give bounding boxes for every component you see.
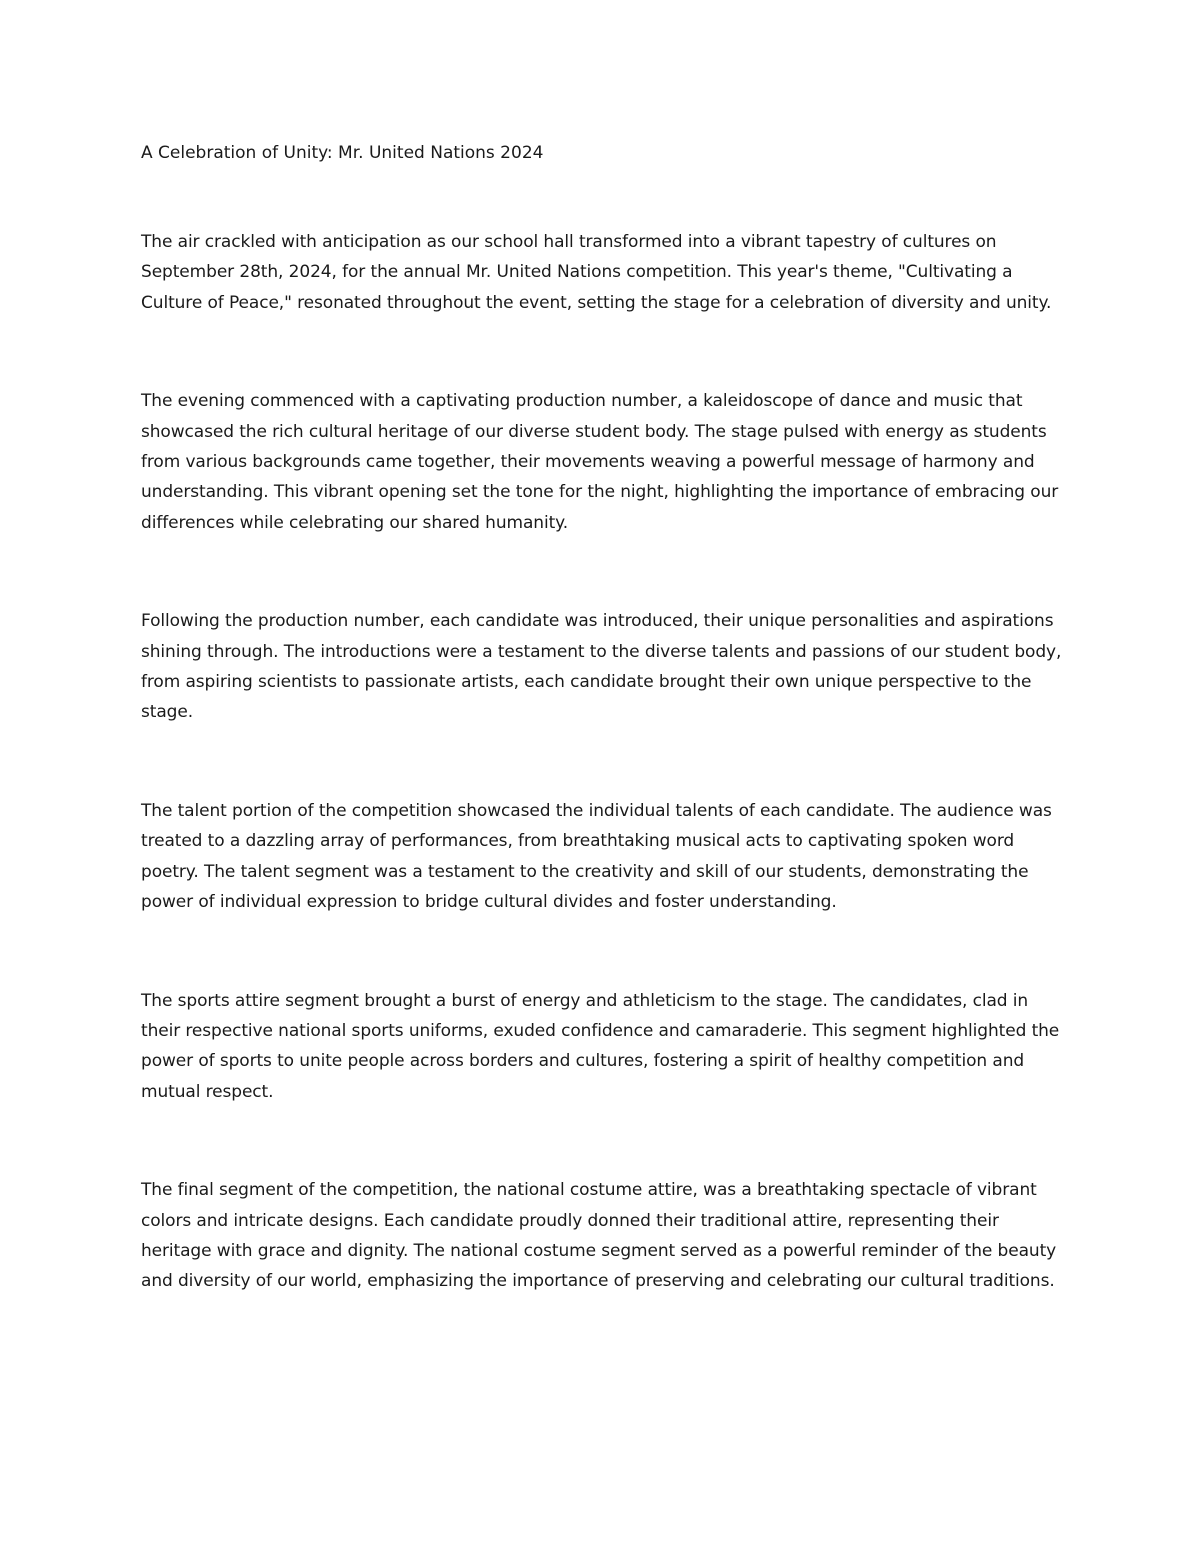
paragraph-national-costume: The final segment of the competition, the national costume attire, was a breathtaking spectacle of vibrant colors and intricate designs. Each candidate proudly donned their traditional attire, representing their heritage with grace and dignity. The national costume segment served as a powerful reminder of the beauty and diversity of our world, emphasizing the importance of preserving and celebrating our cultural traditions. <box>141 1180 1057 1292</box>
paragraph-sports-attire: The sports attire segment brought a burst of energy and athleticism to the stage. The candidates, clad in their respective national sports uniforms, exuded confidence and camaraderie. This segment highlighted the power of sports to unite people across borders and cultures, fostering a spirit of healthy competition and mutual respect. <box>141 990 1060 1102</box>
document-body <box>141 138 1066 1297</box>
paragraph-introduction: The air crackled with anticipation as our school hall transformed into a vibrant tapestry of cultures on September 28th, 2024, for the annual Mr. United Nations competition. This year's theme, "Cultivating a Culture of Peace," resonated throughout the event, setting the stage for a celebration of diversity and unity. <box>141 232 1052 313</box>
document-title: A Celebration of Unity: Mr. United Nations 2024 <box>141 143 544 163</box>
paragraph-candidate-introductions: Following the production number, each candidate was introduced, their unique personalities and aspirations shining through. The introductions were a testament to the diverse talents and passions of our student body, from aspiring scientists to passionate artists, each candidate brought their own unique perspective to the stage. <box>141 611 1062 723</box>
paragraph-production-number: The evening commenced with a captivating production number, a kaleidoscope of dance and music that showcased the rich cultural heritage of our diverse student body. The stage pulsed with energy as students from various backgrounds came together, their movements weaving a powerful message of harmony and understanding. This vibrant opening set the tone for the night, highlighting the importance of embracing our differences while celebrating our shared humanity. <box>141 391 1059 533</box>
paragraph-talent-portion: The talent portion of the competition showcased the individual talents of each candidate. The audience was treated to a dazzling array of performances, from breathtaking musical acts to captivating spoken word poetry. The talent segment was a testament to the creativity and skill of our students, demonstrating the power of individual expression to bridge cultural divides and foster understanding. <box>141 800 1052 913</box>
